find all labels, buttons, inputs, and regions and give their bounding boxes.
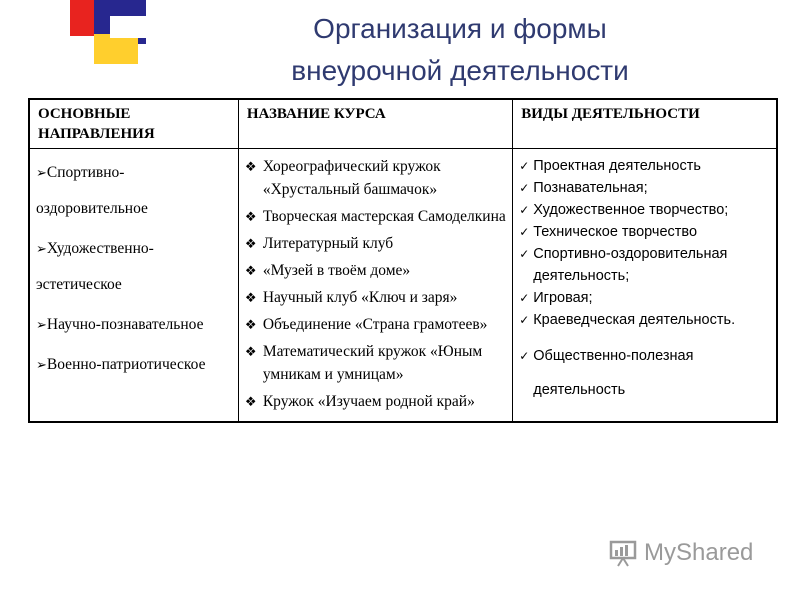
check-mark-icon: ✓: [519, 159, 530, 173]
four-petal-diamond-icon: ❖: [244, 236, 257, 251]
list-item: ✓ Общественно-полезная деятельность: [519, 339, 770, 407]
four-petal-diamond-icon: ❖: [244, 317, 257, 332]
list-item: ➢Спортивно-оздоровительное: [36, 164, 148, 217]
list-item: ✓ Игровая;: [519, 287, 770, 309]
four-petal-diamond-icon: ❖: [244, 290, 257, 305]
four-petal-diamond-icon: ❖: [244, 159, 257, 174]
list-item: ➢Художественно-эстетическое: [36, 240, 154, 293]
list-item: ❖ Математический кружок «Юным умникам и умницам»: [245, 340, 506, 386]
activities-cell: [513, 149, 777, 423]
arrowhead-check-icon: ➢: [36, 165, 47, 180]
check-mark-icon: ✓: [519, 349, 530, 363]
list-item: ✓ Краеведческая деятельность.: [519, 309, 770, 331]
list-item: ✓ Проектная деятельность: [519, 155, 770, 177]
activities-table: [28, 98, 778, 423]
check-mark-icon: ✓: [519, 247, 530, 261]
check-mark-icon: ✓: [519, 291, 530, 305]
directions-cell: [29, 149, 238, 423]
arrowhead-check-icon: ➢: [36, 241, 47, 256]
slide-title: [180, 8, 740, 92]
watermark-text: MyShared: [644, 539, 754, 566]
list-item: ❖ Хореографический кружок «Хрустальный башмачок»: [245, 155, 506, 201]
list-item: ✓ Спортивно-оздоровительная деятельность;: [519, 243, 770, 287]
list-item: ➢Научно-познавательное: [36, 316, 204, 333]
list-item: ❖ «Музей в твоём доме»: [245, 259, 506, 282]
table-header-row: [29, 99, 777, 149]
myshared-watermark: [608, 538, 753, 568]
list-item: ❖ Кружок «Изучаем родной край»: [245, 390, 506, 413]
list-item: ❖ Творческая мастерская Самоделкина: [245, 205, 506, 228]
list-item: ✓ Техническое творчество: [519, 221, 770, 243]
decor-white-square: [110, 16, 150, 38]
list-item: ❖ Объединение «Страна грамотеев»: [245, 313, 506, 336]
header-activity-types: ВИДЫ ДЕЯТЕЛЬНОСТИ: [513, 99, 777, 149]
arrowhead-check-icon: ➢: [36, 317, 47, 332]
four-petal-diamond-icon: ❖: [244, 394, 257, 409]
title-line-1: Организация и формы: [313, 13, 607, 44]
list-item: ❖ Научный клуб «Ключ и заря»: [245, 286, 506, 309]
header-directions: ОСНОВНЫЕ НАПРАВЛЕНИЯ: [29, 99, 238, 149]
arrowhead-check-icon: ➢: [36, 357, 47, 372]
four-petal-diamond-icon: ❖: [244, 263, 257, 278]
check-mark-icon: ✓: [519, 313, 530, 327]
directions-list: [36, 155, 232, 383]
four-petal-diamond-icon: ❖: [244, 209, 257, 224]
courses-cell: [238, 149, 512, 423]
decor-yellow-square: [94, 34, 138, 64]
table-row: [29, 149, 777, 423]
list-item: ✓ Художественное творчество;: [519, 199, 770, 221]
list-item: ❖ Литературный клуб: [245, 232, 506, 255]
courses-list: [245, 155, 506, 413]
check-mark-icon: ✓: [519, 203, 530, 217]
presentation-board-icon: [608, 538, 638, 568]
four-petal-diamond-icon: ❖: [244, 344, 257, 359]
list-item: ➢Военно-патриотическое: [36, 356, 206, 373]
activities-list: [519, 155, 770, 407]
check-mark-icon: ✓: [519, 225, 530, 239]
title-line-2: внеурочной деятельности: [291, 55, 629, 86]
check-mark-icon: ✓: [519, 181, 530, 195]
list-item: ✓ Познавательная;: [519, 177, 770, 199]
header-course-name: НАЗВАНИЕ КУРСА: [238, 99, 512, 149]
